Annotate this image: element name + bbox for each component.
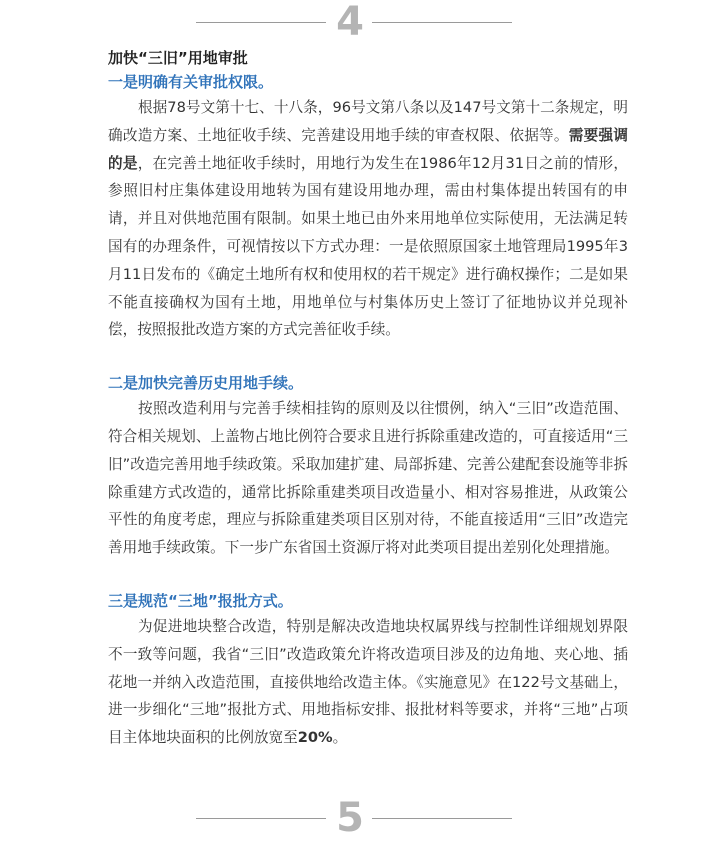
article-body bbox=[108, 46, 628, 752]
section-title: 加快“三旧”用地审批 bbox=[108, 49, 248, 67]
paragraph-3 bbox=[108, 613, 628, 752]
divider-line-right bbox=[372, 22, 512, 23]
divider-line-left bbox=[196, 818, 326, 819]
subheading-3: 三是规范“三地”报批方式。 bbox=[108, 591, 293, 610]
bottom-page-divider bbox=[0, 795, 713, 841]
paragraph-3-percentage: 20% bbox=[297, 729, 333, 747]
subheading-2: 二是加快完善历史用地手续。 bbox=[108, 374, 304, 393]
paragraph-3-end: 。 bbox=[332, 729, 348, 747]
page-number-bottom: 5 bbox=[336, 795, 362, 841]
paragraph-1-emphasis: 需要强调的是 bbox=[108, 126, 628, 172]
paragraph-2 bbox=[108, 395, 628, 562]
paragraph-1-text-a: 根据78号文第十七、十八条，96号文第八条以及147号文第十二条规定，明确改造方案、土地征收手续、完善建设用地手续的审查权限、依据等。 bbox=[108, 99, 628, 144]
paragraph-2-text: 按照改造利用与完善手续相挂钩的原则及以往惯例，纳入“三旧”改造范围、符合相关规划、上盖物占地比例符合要求且进行拆除重建改造的，可直接适用“三旧”改造完善用地手续政策。采取加建扩建、局部拆建、完善公建配套设施等非拆除重建方式改造的，通常比拆除重建类项目改造量小、相对容易推进，从政策公平性的角度考虑，理应与拆除重建类项目区别对待，不能直接适用“三旧”改造完善用地手续政策。下一步广东省国土资源厅将对此类项目提出差别化处理措施。 bbox=[108, 400, 628, 557]
page-number-top: 4 bbox=[336, 0, 362, 45]
divider-line-left bbox=[196, 22, 326, 23]
paragraph-1-text-b: ，在完善土地征收手续时，用地行为发生在1986年12月31日之前的情形，参照旧村庄集体建设用地转为国有建设用地办理，需由村集体提出转国有的申请，并且对供地范围有限制。如果土地已由外来用地单位实际使用，无法满足转国有的办理条件，可视情按以下方式办理：一是依照原国家土地管理局1995年3月11日发布的《确定土地所有权和使用权的若干规定》进行确权操作；二是如果不能直接确权为国有土地，用地单位与村集体历史上签订了征地协议并兑现补偿，按照报批改造方案的方式完善征收手续。 bbox=[108, 154, 628, 339]
paragraph-3-text: 为促进地块整合改造，特别是解决改造地块权属界线与控制性详细规划界限不一致等问题，我省“三旧”改造政策允许将改造项目涉及的边角地、夹心地、插花地一并纳入改造范围，直接供地给改造主体。《实施意见》在122号文基础上，进一步细化“三地”报批方式、用地指标安排、报批材料等要求，并将“三地”占项目主体地块面积的比例放宽至 bbox=[108, 617, 628, 747]
divider-line-right bbox=[372, 818, 512, 819]
subheading-1: 一是明确有关审批权限。 bbox=[108, 73, 274, 91]
top-page-divider bbox=[0, 0, 713, 45]
paragraph-1 bbox=[108, 94, 628, 344]
